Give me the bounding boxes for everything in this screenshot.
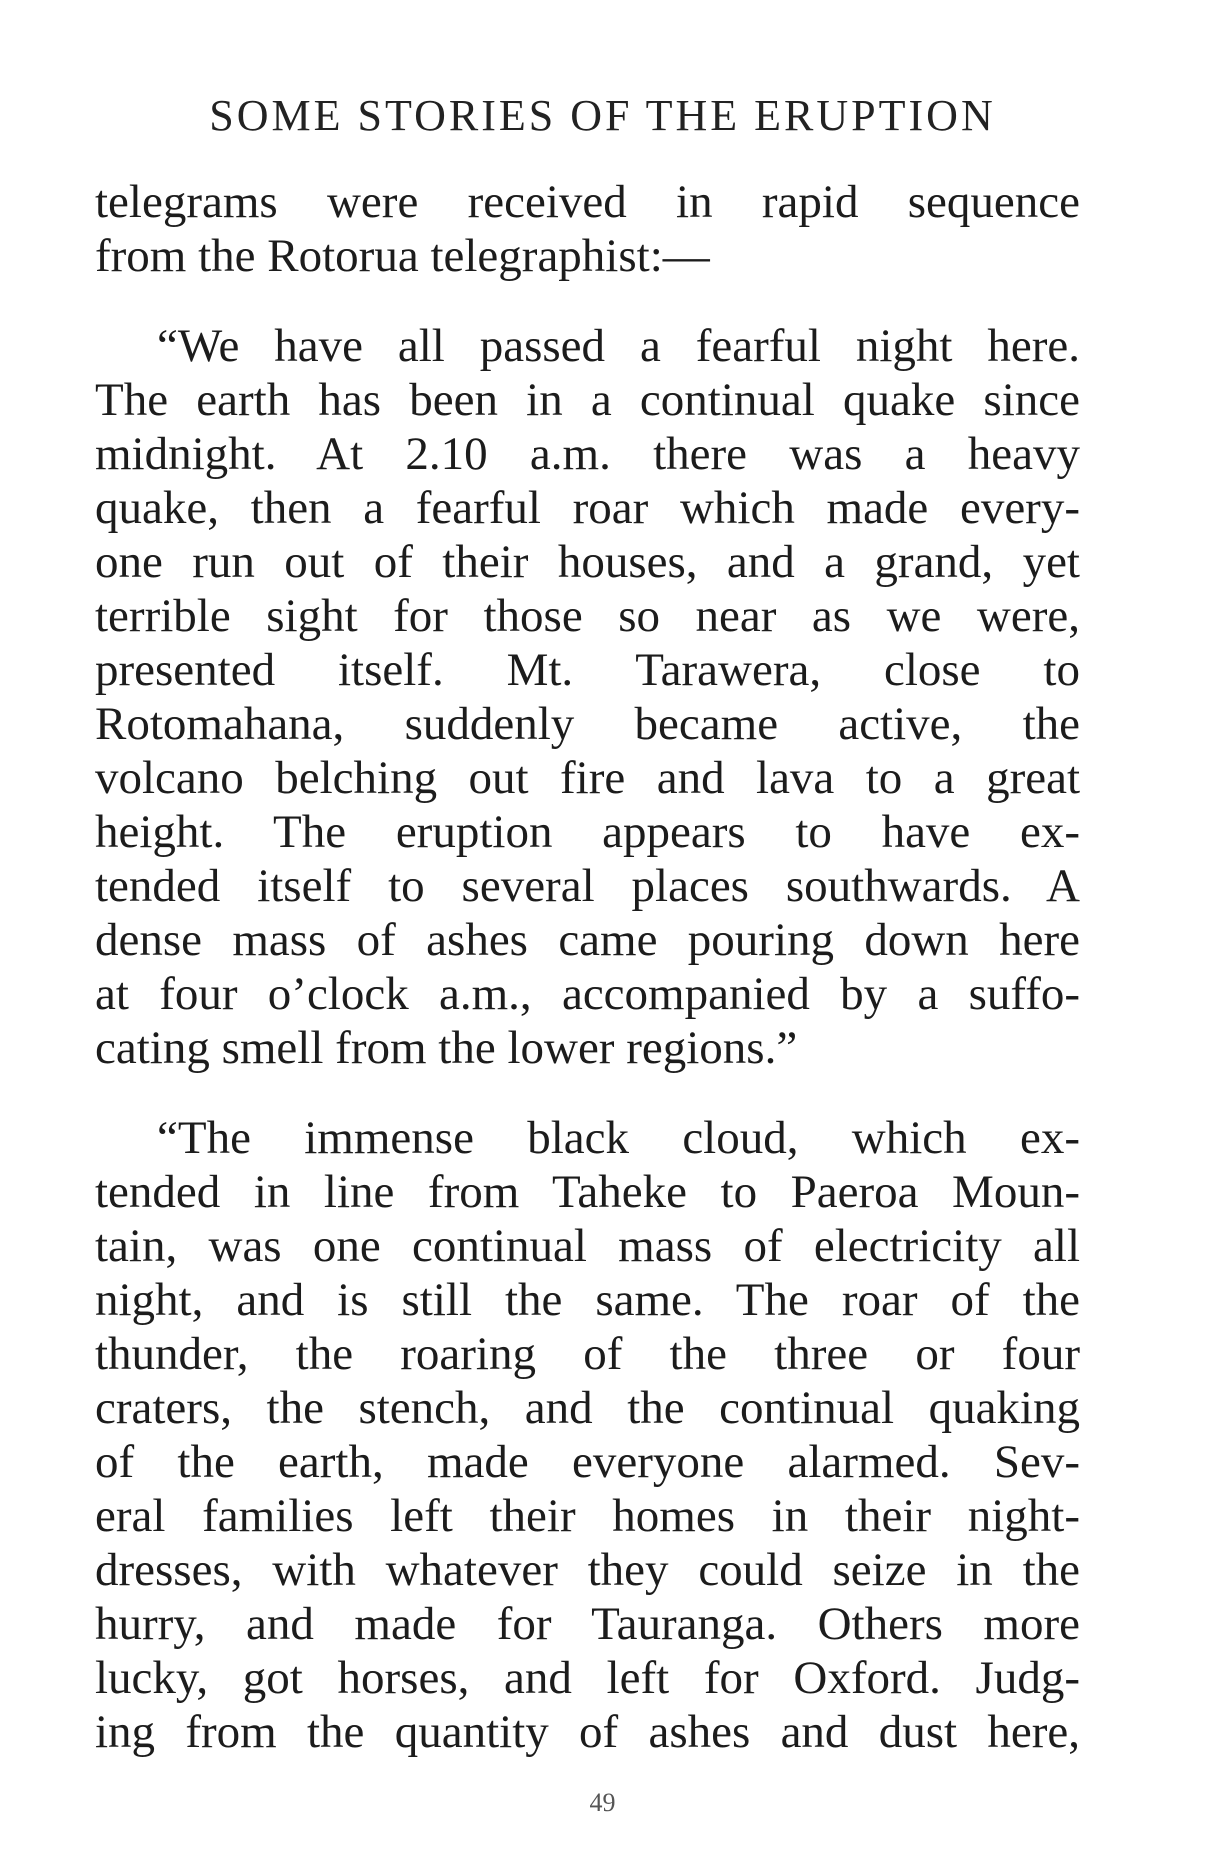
text-line: craters, the stench, and the continual quaking: [95, 1382, 1080, 1434]
text-line: ing from the quantity of ashes and dust here,: [95, 1706, 1080, 1758]
text-line: night, and is still the same. The roar of the: [95, 1274, 1080, 1326]
text-line: one run out of their houses, and a grand, yet: [95, 536, 1080, 588]
text-line: quake, then a fearful roar which made every-: [95, 482, 1080, 534]
paragraph-gap: [95, 283, 1080, 319]
text-line: tended itself to several places southwards. A: [95, 860, 1080, 912]
text-line: midnight. At 2.10 a.m. there was a heavy: [95, 428, 1080, 480]
text-line: Rotomahana, suddenly became active, the: [95, 698, 1080, 750]
text-line: lucky, got horses, and left for Oxford. Judg-: [95, 1652, 1080, 1704]
text-line: dresses, with whatever they could seize in the: [95, 1544, 1080, 1596]
text-line: dense mass of ashes came pouring down here: [95, 914, 1080, 966]
text-line: telegrams were received in rapid sequence: [95, 176, 1080, 228]
text-line: at four o’clock a.m., accompanied by a suffo-: [95, 968, 1080, 1020]
text-line: eral families left their homes in their night-: [95, 1490, 1080, 1542]
text-line: thunder, the roaring of the three or four: [95, 1328, 1080, 1380]
paragraph-gap: [95, 1075, 1080, 1111]
text-line: presented itself. Mt. Tarawera, close to: [95, 644, 1080, 696]
text-line: “We have all passed a fearful night here.: [157, 320, 1080, 372]
text-line: hurry, and made for Tauranga. Others more: [95, 1598, 1080, 1650]
text-line: height. The eruption appears to have ex-: [95, 806, 1080, 858]
text-line: “The immense black cloud, which ex-: [157, 1112, 1080, 1164]
body-text: [95, 175, 1080, 1759]
page-number: 49: [589, 1788, 616, 1817]
text-line: from the Rotorua telegraphist:—: [95, 230, 710, 282]
text-line: The earth has been in a continual quake since: [95, 374, 1080, 426]
text-line: of the earth, made everyone alarmed. Sev-: [95, 1436, 1080, 1488]
text-line: tain, was one continual mass of electricity all: [95, 1220, 1080, 1272]
text-line: volcano belching out fire and lava to a great: [95, 752, 1080, 804]
text-line: terrible sight for those so near as we were,: [95, 590, 1080, 642]
text-line: tended in line from Taheke to Paeroa Moun-: [95, 1166, 1080, 1218]
text-line: cating smell from the lower regions.”: [95, 1022, 798, 1074]
running-head: SOME STORIES OF THE ERUPTION: [209, 91, 996, 140]
